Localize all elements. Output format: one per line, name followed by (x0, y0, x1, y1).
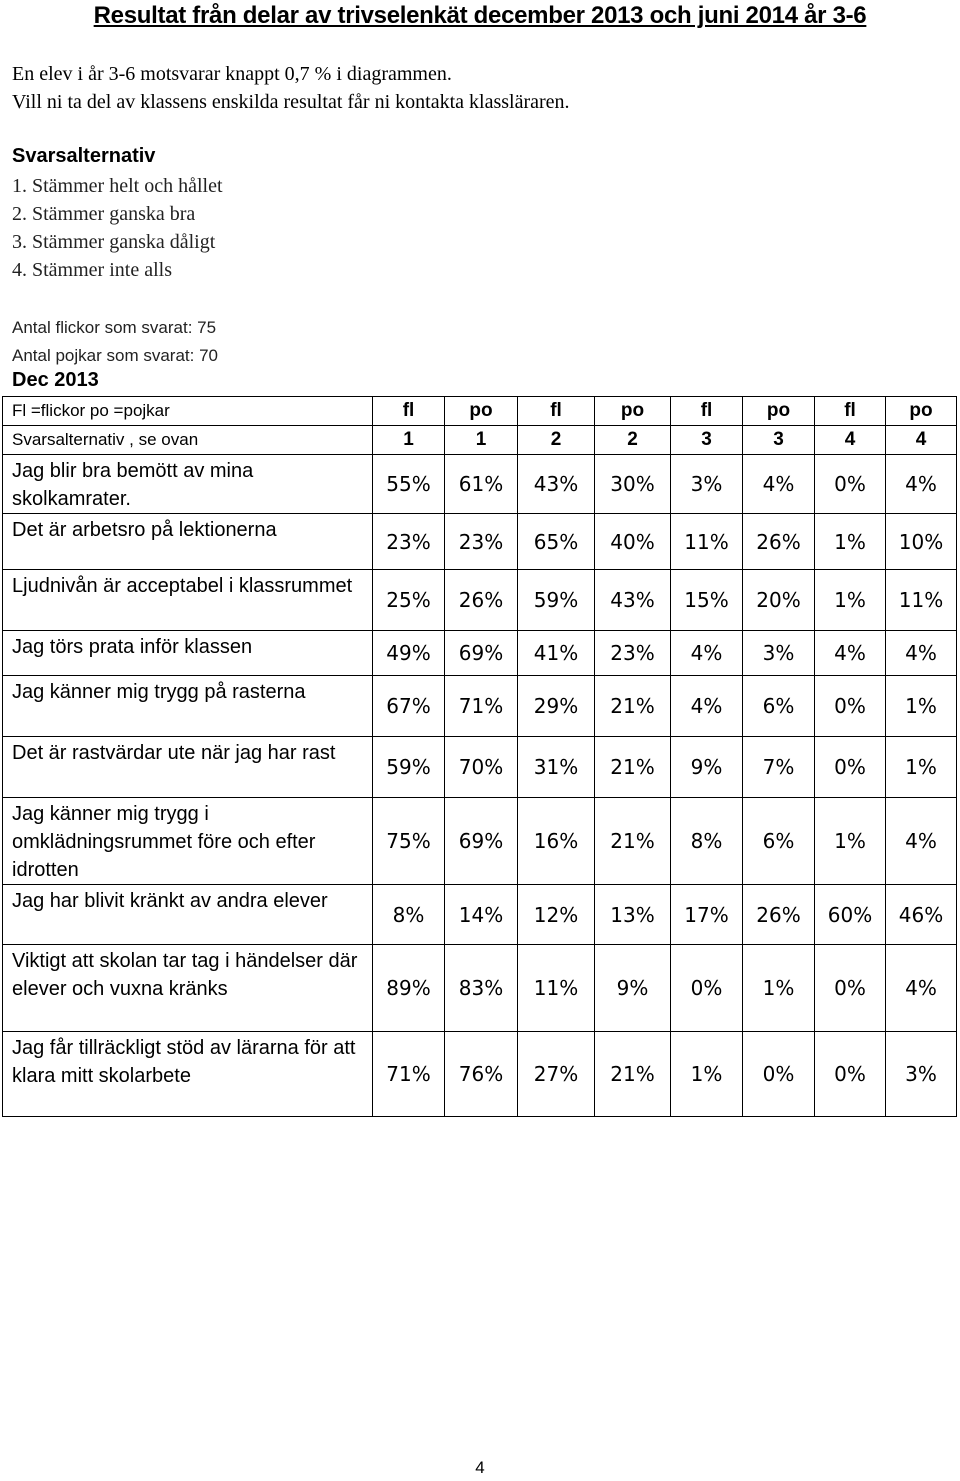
value-cell: 21% (595, 798, 671, 885)
table-row (3, 631, 957, 676)
option-item: 2. Stämmer ganska bra (12, 203, 196, 225)
value-cell: 4% (815, 631, 886, 676)
value-cell: 16% (518, 798, 595, 885)
header-cell: 1 (373, 426, 445, 455)
row-label: Jag blir bra bemött av mina skolkamrater. (3, 455, 373, 514)
value-cell: 4% (886, 455, 957, 514)
header-cell: 3 (671, 426, 743, 455)
value-cell: 23% (595, 631, 671, 676)
value-cell: 23% (445, 514, 518, 570)
page-title: Resultat från delar av trivselenkät december 2013 och juni 2014 år 3-6 (93, 2, 867, 29)
value-cell: 1% (886, 737, 957, 798)
value-cell: 8% (671, 798, 743, 885)
value-cell: 29% (518, 676, 595, 737)
header-cell: fl (518, 397, 595, 426)
value-cell: 4% (671, 676, 743, 737)
intro-line-1: En elev i år 3-6 motsvarar knappt 0,7 % i diagrammen. (12, 63, 452, 85)
value-cell: 1% (886, 676, 957, 737)
header-label: Fl =flickor po =pojkar (3, 397, 373, 426)
header-cell: po (445, 397, 518, 426)
value-cell: 23% (373, 514, 445, 570)
value-cell: 9% (595, 945, 671, 1032)
value-cell: 11% (886, 570, 957, 631)
value-cell: 31% (518, 737, 595, 798)
value-cell: 21% (595, 676, 671, 737)
table-row (3, 570, 957, 631)
value-cell: 60% (815, 885, 886, 945)
value-cell: 9% (671, 737, 743, 798)
value-cell: 71% (373, 1032, 445, 1117)
row-label: Jag känner mig trygg på rasterna (3, 676, 373, 737)
value-cell: 13% (595, 885, 671, 945)
value-cell: 43% (595, 570, 671, 631)
header-label: Svarsalternativ , se ovan (3, 426, 373, 455)
value-cell: 43% (518, 455, 595, 514)
value-cell: 14% (445, 885, 518, 945)
value-cell: 1% (815, 514, 886, 570)
value-cell: 0% (743, 1032, 815, 1117)
value-cell: 30% (595, 455, 671, 514)
value-cell: 69% (445, 798, 518, 885)
header-cell: 2 (595, 426, 671, 455)
value-cell: 21% (595, 737, 671, 798)
header-cell: po (886, 397, 957, 426)
header-cell: 3 (743, 426, 815, 455)
table-row (3, 737, 957, 798)
value-cell: 27% (518, 1032, 595, 1117)
value-cell: 4% (671, 631, 743, 676)
value-cell: 76% (445, 1032, 518, 1117)
value-cell: 20% (743, 570, 815, 631)
value-cell: 3% (671, 455, 743, 514)
value-cell: 4% (743, 455, 815, 514)
value-cell: 1% (671, 1032, 743, 1117)
value-cell: 4% (886, 631, 957, 676)
value-cell: 17% (671, 885, 743, 945)
table-row (3, 798, 957, 885)
value-cell: 1% (815, 798, 886, 885)
header-cell: fl (671, 397, 743, 426)
page-number: 4 (475, 1458, 485, 1477)
value-cell: 83% (445, 945, 518, 1032)
value-cell: 70% (445, 737, 518, 798)
value-cell: 26% (445, 570, 518, 631)
option-item: 1. Stämmer helt och hållet (12, 175, 223, 197)
value-cell: 7% (743, 737, 815, 798)
value-cell: 11% (518, 945, 595, 1032)
value-cell: 10% (886, 514, 957, 570)
value-cell: 4% (886, 945, 957, 1032)
header-row-gender (3, 397, 957, 426)
table-row (3, 885, 957, 945)
value-cell: 0% (671, 945, 743, 1032)
value-cell: 71% (445, 676, 518, 737)
header-cell: 2 (518, 426, 595, 455)
table-row (3, 1032, 957, 1117)
header-cell: fl (373, 397, 445, 426)
value-cell: 0% (815, 455, 886, 514)
value-cell: 1% (815, 570, 886, 631)
girls-count: Antal flickor som svarat: 75 (12, 318, 217, 337)
row-label: Det är arbetsro på lektionerna (3, 514, 373, 570)
row-label: Viktigt att skolan tar tag i händelser där elever och vuxna kränks (3, 945, 373, 1032)
value-cell: 12% (518, 885, 595, 945)
value-cell: 25% (373, 570, 445, 631)
options-list (12, 172, 223, 284)
intro-text (12, 60, 570, 116)
respondent-counts (12, 314, 218, 370)
header-cell: fl (815, 397, 886, 426)
table-row (3, 945, 957, 1032)
row-label: Jag törs prata inför klassen (3, 631, 373, 676)
value-cell: 11% (671, 514, 743, 570)
value-cell: 61% (445, 455, 518, 514)
value-cell: 75% (373, 798, 445, 885)
table-row (3, 514, 957, 570)
row-label: Jag känner mig trygg i omklädningsrummet före och efter idrotten (3, 798, 373, 885)
value-cell: 21% (595, 1032, 671, 1117)
option-item: 4. Stämmer inte alls (12, 259, 172, 281)
row-label: Jag har blivit kränkt av andra elever (3, 885, 373, 945)
value-cell: 41% (518, 631, 595, 676)
value-cell: 59% (373, 737, 445, 798)
value-cell: 55% (373, 455, 445, 514)
value-cell: 0% (815, 676, 886, 737)
row-label: Ljudnivån är acceptabel i klassrummet (3, 570, 373, 631)
header-cell: po (743, 397, 815, 426)
section-heading: Dec 2013 (12, 369, 99, 391)
table-row (3, 455, 957, 514)
row-label: Det är rastvärdar ute när jag har rast (3, 737, 373, 798)
boys-count: Antal pojkar som svarat: 70 (12, 346, 218, 365)
value-cell: 65% (518, 514, 595, 570)
value-cell: 15% (671, 570, 743, 631)
value-cell: 59% (518, 570, 595, 631)
header-cell: 4 (886, 426, 957, 455)
results-table (2, 396, 957, 1117)
value-cell: 8% (373, 885, 445, 945)
value-cell: 40% (595, 514, 671, 570)
header-row-option (3, 426, 957, 455)
value-cell: 67% (373, 676, 445, 737)
table-row (3, 676, 957, 737)
header-cell: 4 (815, 426, 886, 455)
value-cell: 26% (743, 514, 815, 570)
value-cell: 46% (886, 885, 957, 945)
value-cell: 3% (886, 1032, 957, 1117)
value-cell: 4% (886, 798, 957, 885)
header-cell: 1 (445, 426, 518, 455)
value-cell: 69% (445, 631, 518, 676)
value-cell: 0% (815, 737, 886, 798)
header-cell: po (595, 397, 671, 426)
value-cell: 6% (743, 676, 815, 737)
value-cell: 1% (743, 945, 815, 1032)
options-heading: Svarsalternativ (12, 145, 156, 167)
value-cell: 6% (743, 798, 815, 885)
value-cell: 49% (373, 631, 445, 676)
intro-line-2: Vill ni ta del av klassens enskilda resultat får ni kontakta klassläraren. (12, 91, 570, 113)
value-cell: 26% (743, 885, 815, 945)
row-label: Jag får tillräckligt stöd av lärarna för att klara mitt skolarbete (3, 1032, 373, 1117)
value-cell: 3% (743, 631, 815, 676)
value-cell: 0% (815, 945, 886, 1032)
value-cell: 89% (373, 945, 445, 1032)
value-cell: 0% (815, 1032, 886, 1117)
option-item: 3. Stämmer ganska dåligt (12, 231, 216, 253)
